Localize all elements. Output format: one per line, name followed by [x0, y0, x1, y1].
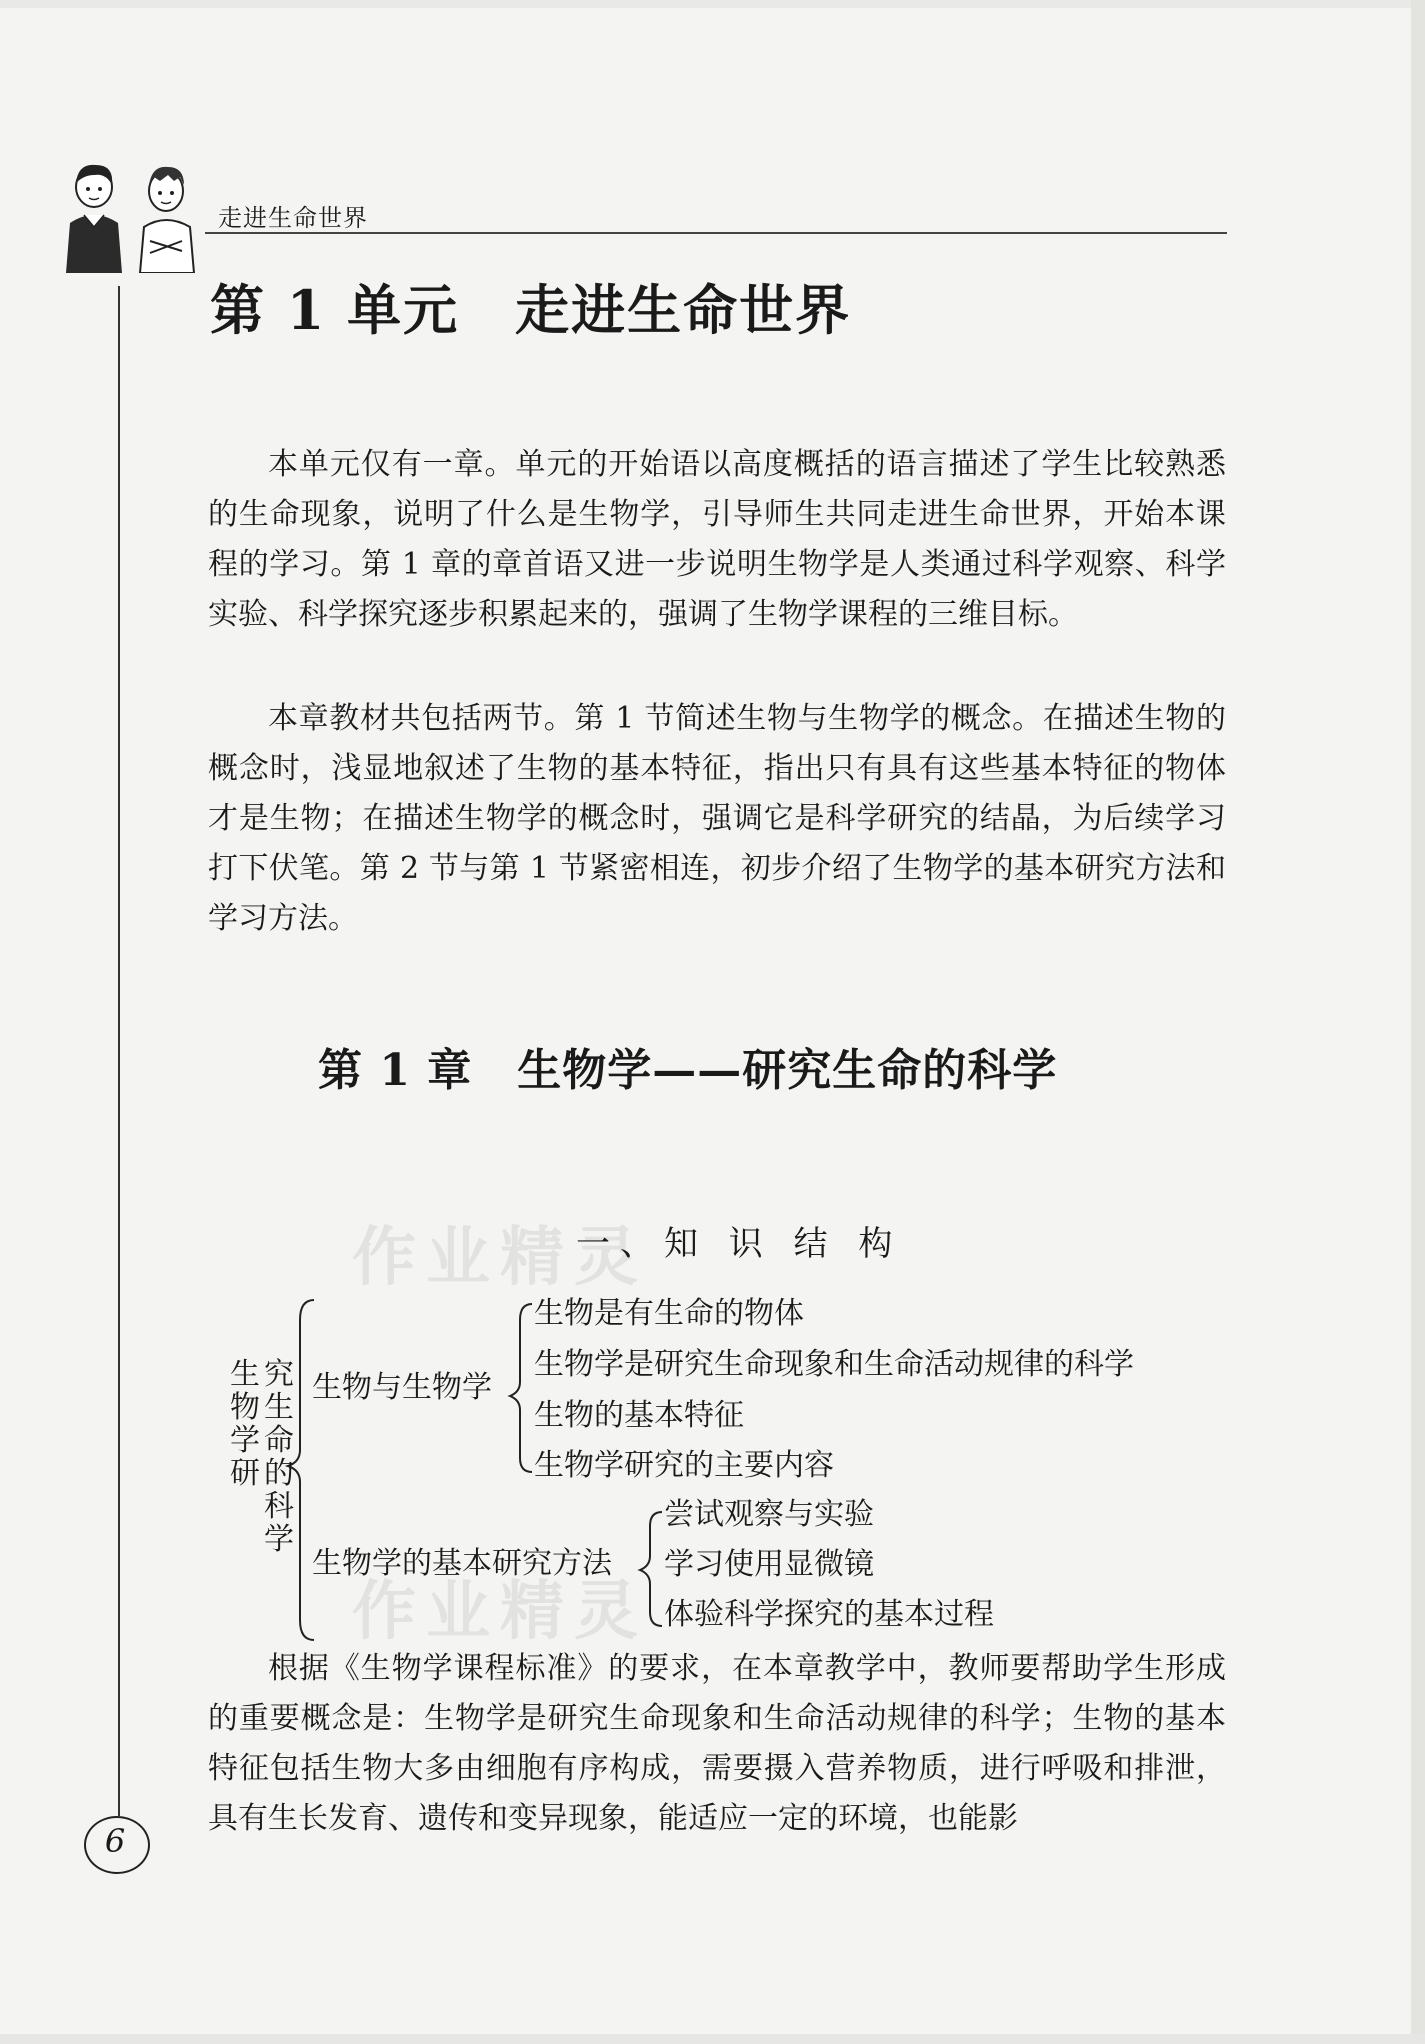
- margin-line: [118, 286, 120, 1816]
- two-students-illustration-icon: [54, 155, 214, 273]
- watermark-text: 作业精灵: [352, 1575, 648, 1649]
- page-number: 6: [104, 1822, 126, 1860]
- watermark-text: 作业精灵: [352, 1221, 648, 1295]
- header-divider: [205, 232, 1227, 234]
- chapter-title: 第 1 章 生物学——研究生命的科学: [318, 1045, 1058, 1096]
- content-paragraph: 根据《生物学课程标准》的要求，在本章教学中，教师要帮助学生形成的重要概念是：生物学是研究生命现象和生命活动规律的科学；生物的基本特征包括生物大多由细胞有序构成，需要摄入营养物质，进行呼吸和排泄，具有生长发育、遗传和变异现象，能适应一定的环境，也能影: [208, 1651, 1226, 1836]
- branch2-brace: [640, 1512, 662, 1626]
- intro-paragraph: 本单元仅有一章。单元的开始语以高度概括的语言描述了学生比较熟悉的生命现象，说明了什么是生物学，引导师生共同走进生命世界，开始本课程的学习。第 1 章的章首语又进一步说明生物学是人类通过科学观察、科学实验、科学探究逐步积累起来的，强调了生物学课程的三维目标。: [208, 447, 1226, 632]
- unit-title: 第 1 单元 走进生命世界: [210, 278, 852, 342]
- tree-leaf: 生物学研究的主要内容: [534, 1448, 834, 1483]
- tree-branch-label: 生物与生物学: [312, 1370, 492, 1405]
- tree-leaf: 生物是有生命的物体: [534, 1296, 804, 1331]
- content-paragraph: 本章教材共包括两节。第 1 节简述生物与生物学的概念。在描述生物的概念时，浅显地叙述了生物的基本特征，指出只有具有这些基本特征的物体才是生物；在描述生物学的概念时，强调它是科学研究的结晶，为后续学习打下伏笔。第 2 节与第 1 节紧密相连，初步介绍了生物学的基本研究方法和学习方法。: [208, 701, 1226, 936]
- tree-leaf: 生物的基本特征: [534, 1398, 744, 1433]
- tree-leaf: 学习使用显微镜: [664, 1547, 874, 1582]
- section-heading: 一、知 识 结 构: [576, 1224, 903, 1264]
- tree-leaf: 生物学是研究生命现象和生命活动规律的科学: [534, 1347, 1134, 1382]
- tree-leaf: 体验科学探究的基本过程: [664, 1597, 994, 1632]
- page-edge: [0, 0, 1425, 8]
- page-edge: [0, 2034, 1425, 2044]
- branch1-brace: [510, 1304, 532, 1472]
- tree-leaf: 尝试观察与实验: [664, 1497, 874, 1532]
- tree-root-column: 生物学研: [230, 1357, 260, 1491]
- tree-root-column: 究生命的科学: [264, 1357, 294, 1557]
- running-header: 走进生命世界: [218, 204, 368, 232]
- tree-branch-label: 生物学的基本研究方法: [312, 1546, 612, 1581]
- page-edge: [1411, 0, 1425, 2044]
